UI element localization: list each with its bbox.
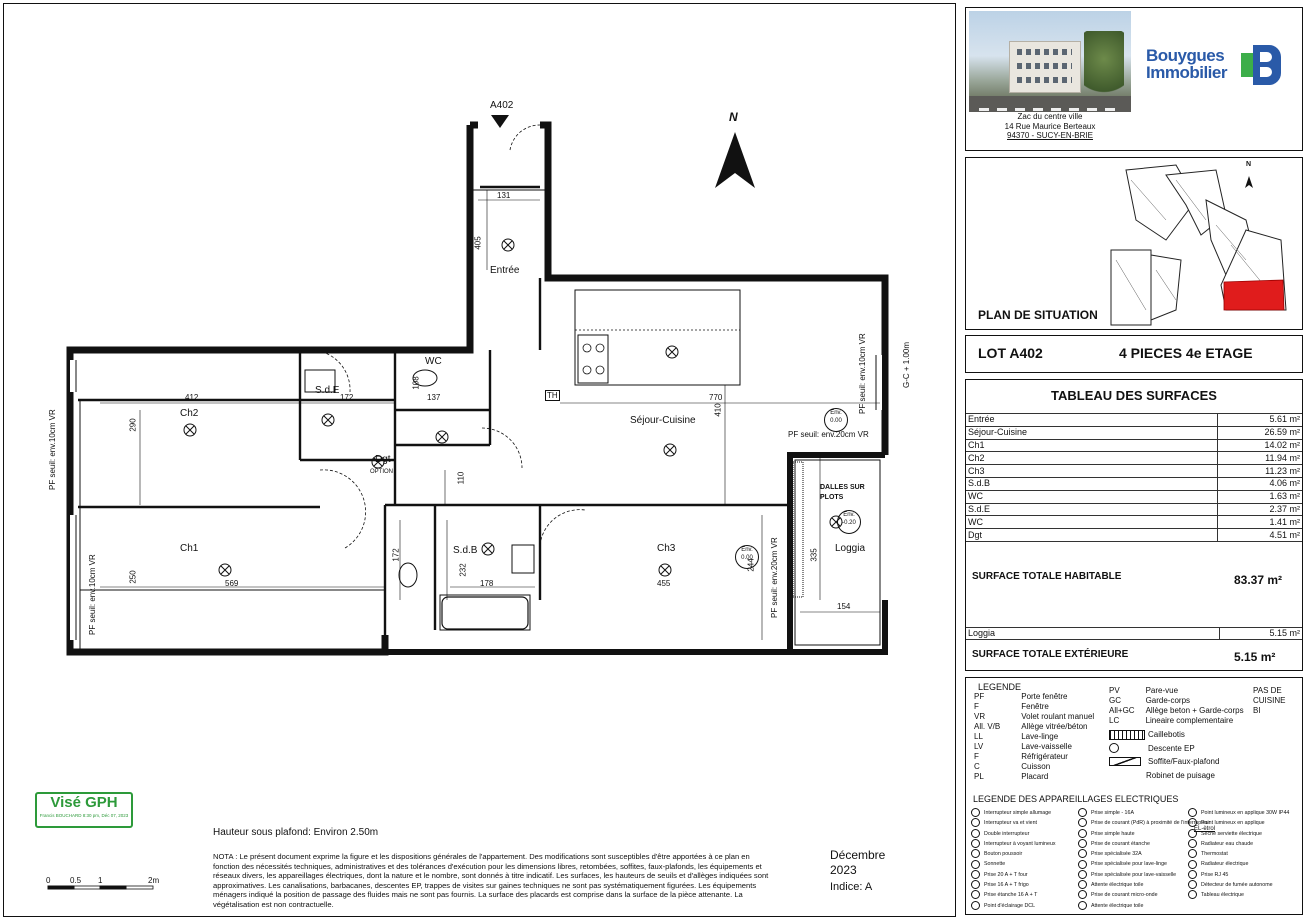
elec-legend-label: Prise RJ 45 — [1201, 871, 1229, 878]
legend-meaning: Porte fenêtre — [1021, 692, 1068, 701]
legend-meaning: Cuisson — [1021, 762, 1051, 771]
dim-172: 172 — [340, 393, 354, 402]
elec-legend-item — [1188, 839, 1302, 849]
dim-335: 335 — [809, 548, 819, 562]
legend-meaning: Pare-vue — [1145, 686, 1179, 695]
ceiling-height: Hauteur sous plafond: Environ 2.50m — [213, 827, 379, 838]
legend-row — [971, 742, 1097, 752]
legend-col3-line: BI — [1253, 706, 1261, 715]
table-row — [966, 452, 1302, 465]
elec-symbol-icon — [1078, 839, 1087, 848]
legend-symbol-label: Soffite/Faux-plafond — [1148, 757, 1220, 766]
elec-symbol-icon — [971, 860, 980, 869]
surface-name: Ch3 — [966, 465, 1218, 478]
scale-0: 0 — [46, 876, 51, 885]
dalles-note: DALLES SUR PLOTS — [820, 484, 865, 501]
dim-290: 290 — [128, 418, 138, 432]
elec-symbol-icon — [971, 808, 980, 817]
elec-legend-item — [971, 818, 1079, 828]
legend-col3-line: PAS DE — [1253, 686, 1282, 695]
dim-405: 405 — [473, 236, 483, 250]
surfaces-box — [965, 379, 1303, 671]
index-label: Indice: A — [830, 881, 873, 893]
loggia-value: 5.15 m² — [1219, 627, 1300, 639]
legend-row — [1106, 716, 1247, 726]
elec-symbol-icon — [1078, 860, 1087, 869]
elec-legend-item — [1078, 901, 1186, 911]
elec-symbol-icon — [1188, 870, 1197, 879]
total-hab-label: SURFACE TOTALE HABITABLE — [972, 571, 1122, 582]
elec-legend-label: Sonnette — [984, 861, 1006, 868]
surfaces-title: TABLEAU DES SURFACES — [1051, 388, 1217, 403]
elec-legend-item — [971, 870, 1079, 880]
stamp-title: Visé GPH — [50, 794, 118, 811]
legend-symbol-label: Descente EP — [1148, 743, 1195, 753]
legend-row — [1106, 686, 1247, 696]
dim-232: 232 — [458, 563, 468, 577]
lot-number: LOT A402 — [978, 345, 1043, 361]
dim-154: 154 — [837, 602, 851, 611]
elec-symbol-icon — [1188, 849, 1197, 858]
th-note: TH — [547, 391, 558, 400]
legend-abbr: C — [974, 762, 980, 771]
table-row — [966, 503, 1302, 516]
dim-137: 137 — [427, 393, 441, 402]
elec-legend-label: Sèche serviette électrique — [1201, 830, 1262, 837]
scale-1: 1 — [98, 876, 103, 885]
legend-meaning: Fenêtre — [1021, 702, 1049, 711]
elec-legend-label: Bouton poussoir — [984, 851, 1023, 858]
surface-value: 11.23 m² — [1218, 465, 1303, 478]
elec-legend-item — [1188, 808, 1302, 818]
elec-symbol-icon — [1188, 839, 1197, 848]
legend-abbr: All+GC — [1109, 706, 1135, 715]
el-label: EL-ètrol — [1194, 826, 1216, 832]
elec-legend-item — [1078, 849, 1186, 859]
lot-highlight — [1224, 280, 1284, 310]
elec-legend-item — [1188, 870, 1302, 880]
env-000-badge-2: Env. 0.00 — [735, 545, 759, 569]
surfaces-table — [966, 414, 1302, 542]
legend-row — [971, 702, 1097, 712]
elec-col3 — [1188, 808, 1302, 901]
table-row — [966, 426, 1302, 439]
elec-legend-item — [1078, 890, 1186, 900]
elec-legend-label: Prise de courant étanche — [1091, 840, 1150, 847]
legend-meaning: Garde-corps — [1145, 696, 1191, 705]
elec-legend-item — [971, 890, 1079, 900]
elec-legend-label: Prise simple - 16A — [1091, 810, 1134, 816]
room-ch2: Ch2 — [180, 408, 199, 419]
elec-legend-label: Point d'éclairage DCL — [984, 902, 1036, 909]
elec-symbol-icon — [971, 901, 980, 910]
situation-north-icon — [1245, 176, 1253, 188]
bouygues-logo-icon — [1241, 43, 1285, 87]
table-row — [966, 529, 1302, 542]
elec-symbol-icon — [971, 890, 980, 899]
header-box — [965, 7, 1303, 151]
elec-legend-label: Radiateur électrique — [1201, 861, 1249, 868]
situation-title: PLAN DE SITUATION — [978, 308, 1098, 322]
elec-legend-label: Double interrupteur — [984, 830, 1030, 837]
dim-110: 110 — [456, 471, 466, 485]
stamp-sub: Francis BOUCHARD 8:30 pm, Déc 07, 2023 — [39, 813, 129, 818]
elec-symbol-icon — [971, 870, 980, 879]
legend-meaning: Lave-linge — [1021, 732, 1059, 741]
elec-symbol-icon — [1078, 849, 1087, 858]
legend-row — [971, 752, 1097, 762]
surface-value: 11.94 m² — [1218, 452, 1303, 465]
legend-col2 — [1106, 686, 1247, 726]
legend-row — [971, 772, 1097, 782]
dim-244: 244 — [746, 558, 756, 572]
elec-title: LEGENDE DES APPAREILLAGES ELECTRIQUES — [973, 794, 1179, 804]
elec-legend-label: Tableau électrique — [1201, 892, 1244, 899]
elec-legend-label: Prise spécialisée pour lave-linge — [1091, 861, 1167, 868]
bathtub — [442, 597, 528, 629]
dim-108: 108 — [411, 376, 421, 390]
legend-row — [1106, 696, 1247, 706]
elec-symbol-icon — [971, 849, 980, 858]
table-row — [966, 465, 1302, 478]
elec-legend-item — [1078, 839, 1186, 849]
legend-abbr: PL — [974, 772, 984, 781]
elec-symbol-icon — [971, 829, 980, 838]
address-block — [969, 112, 1131, 141]
elec-legend-item — [1188, 849, 1302, 859]
elec-symbol-icon — [1188, 860, 1197, 869]
legend-symbol-label: Robinet de puisage — [1146, 770, 1215, 780]
address-line-1: Zac du centre ville — [1017, 112, 1083, 121]
descente-ep-icon — [1109, 743, 1119, 753]
dim-172b: 172 — [391, 548, 401, 562]
dim-770: 770 — [709, 393, 723, 402]
caillebotis-icon — [1109, 730, 1145, 740]
elec-legend-item — [1188, 890, 1302, 900]
elec-legend-label: Radiateur eau chaude — [1201, 840, 1254, 847]
lot-box — [965, 335, 1303, 373]
elec-symbol-icon — [1078, 880, 1087, 889]
elec-symbol-icon — [1078, 818, 1087, 827]
scale-05: 0.5 — [70, 876, 82, 885]
elec-legend-label: Prise de courant micro-onde — [1091, 892, 1158, 899]
room-sdb: S.d.B — [453, 545, 478, 556]
table-row — [966, 477, 1302, 490]
legend-col3-line: CUISINE — [1253, 696, 1286, 705]
legend-symbol-row — [1109, 728, 1219, 742]
surface-name: WC — [966, 516, 1218, 529]
surface-value: 4.51 m² — [1218, 529, 1303, 542]
dim-250: 250 — [128, 570, 138, 584]
elec-legend-label: Détecteur de fumée autonome — [1201, 882, 1273, 889]
table-row — [966, 439, 1302, 452]
room-sde: S.d.E — [315, 385, 340, 396]
legend-symbol-label: Caillebotis — [1148, 730, 1185, 739]
sill-note-sejour-v: PF seuil: env.10cm VR — [858, 333, 867, 414]
elec-symbol-icon — [971, 818, 980, 827]
elec-legend-item — [1078, 808, 1186, 818]
elec-legend-item — [971, 849, 1079, 859]
situation-box — [965, 157, 1303, 330]
dim-412: 412 — [185, 393, 199, 402]
surface-value: 5.61 m² — [1218, 414, 1303, 426]
total-ext-value: 5.15 m² — [1234, 650, 1276, 664]
elec-legend-item — [971, 808, 1079, 818]
elec-symbol-icon — [971, 880, 980, 889]
dim-569: 569 — [225, 579, 239, 588]
elec-symbol-icon — [1078, 870, 1087, 879]
elec-legend-item — [1078, 829, 1186, 839]
legend-symbol-row — [1109, 755, 1219, 769]
legend-abbr: PV — [1109, 686, 1120, 695]
legend-meaning: Lave-vaisselle — [1021, 742, 1072, 751]
legend-abbr: GC — [1109, 696, 1121, 705]
elec-legend-label: Interrupteur à voyant lumineux — [984, 840, 1056, 847]
legend-row — [971, 692, 1097, 702]
legend-abbr: F — [974, 702, 979, 711]
elec-col1 — [971, 808, 1079, 911]
total-ext-label: SURFACE TOTALE EXTÉRIEURE — [972, 649, 1129, 660]
legend-box — [965, 677, 1303, 915]
unit-pointer-icon — [491, 115, 509, 128]
surfaces-table-wrap — [966, 413, 1302, 542]
kitchen-counter — [575, 290, 740, 385]
elec-symbol-icon — [1188, 890, 1197, 899]
elec-legend-label: Prise spécialisée 32A — [1091, 851, 1142, 858]
surface-value: 2.37 m² — [1218, 503, 1303, 516]
legend-abbr: LV — [974, 742, 984, 751]
elec-legend-item — [1078, 880, 1186, 890]
elec-legend-label: Point lumineux en applique — [1201, 820, 1265, 827]
dim-178: 178 — [480, 579, 494, 588]
surface-name: Ch2 — [966, 452, 1218, 465]
loggia-name: Loggia — [968, 628, 996, 638]
approval-stamp — [35, 792, 133, 828]
elec-symbol-icon — [1078, 901, 1087, 910]
option-note: OPTION — [370, 469, 394, 475]
sill-note-ch1: PF seuil: env.10cm VR — [88, 554, 97, 635]
surface-name: S.d.E — [966, 503, 1218, 516]
surface-name: Entrée — [966, 414, 1218, 426]
surface-name: WC — [966, 490, 1218, 503]
legend-abbr: LC — [1109, 716, 1120, 725]
legend-meaning: Placard — [1021, 772, 1049, 781]
elec-legend-label: Interrupteur va et vient — [984, 820, 1037, 827]
sill-note-ch3: PF seuil: env.20cm VR — [770, 537, 779, 618]
legend-meaning: Volet roulant manuel — [1021, 712, 1095, 721]
brand-line-2: Immobilier — [1146, 63, 1227, 82]
elec-legend-item — [1188, 859, 1302, 869]
room-ch3: Ch3 — [657, 543, 676, 554]
surface-name: Séjour-Cuisine — [966, 426, 1218, 439]
brand-line-1: Bouygues — [1146, 46, 1225, 65]
room-entree: Entrée — [490, 265, 520, 276]
legend-col1 — [971, 692, 1097, 782]
legend-symbols — [1109, 728, 1219, 782]
exterior-wall — [70, 125, 885, 652]
dim-410: 410 — [713, 403, 723, 417]
elec-legend-label: Point lumineux en applique 30W IP44 — [1201, 810, 1290, 816]
surface-value: 1.63 m² — [1218, 490, 1303, 503]
situation-map — [1106, 160, 1302, 330]
elec-legend-label: Prise spécialisée pour lave-vaisselle — [1091, 871, 1177, 878]
address-line-2: 14 Rue Maurice Berteaux — [1004, 121, 1096, 131]
elec-legend-label: Prise 20 A + T four — [984, 871, 1028, 878]
elec-legend-label: Interrupteur simple allumage — [984, 810, 1052, 816]
elec-symbol-icon — [971, 839, 980, 848]
legend-abbr: PF — [974, 692, 985, 701]
elec-legend-label: Prise simple haute — [1091, 830, 1135, 837]
legend-row — [1106, 706, 1247, 716]
surface-value: 1.41 m² — [1218, 516, 1303, 529]
cooktop — [578, 335, 608, 383]
light-fixtures — [184, 239, 842, 576]
room-wc: WC — [425, 356, 442, 367]
scale-bar — [48, 886, 153, 889]
north-arrow-icon — [715, 132, 755, 188]
legend-col3 — [1253, 686, 1285, 716]
legend-abbr: LL — [974, 732, 983, 741]
elec-legend-label: Prise 16 A + T frigo — [984, 882, 1029, 889]
nota-paragraph: NOTA : Le présent document exprime la figure et les dispositions générales de l'appartement. Des modifications sont susceptibles d'être apportées à ce plan en fonction des nécessités techniques, administratives et des tolérances d'exécution pour les dimensions libres, retombées, soffites, faux-plafonds, les équipements et réseaux divers, les appareillages électriques, dont la nature et le nombre, sont donnés à titre indicatif. Les surfaces, les hauteurs de seuils et d'allèges indiquées sont approximatives. Les canalisations, barbacanes, descentes EP, trappes de visites sur gaines techniques ne sont pas systématiquement figurées. Les équipements ménagers indiqué la position de passage des fluides mais ne sont pas fournis. La surface des placards est comprise dans la surface de la pièce attenante. La végétalisation est non contractuelle. — [213, 852, 769, 909]
legend-symbol-row — [1109, 742, 1219, 756]
sill-note-sejour-h: PF seuil: env.20cm VR — [788, 430, 869, 439]
surface-name: S.d.B — [966, 477, 1218, 490]
surface-value: 14.02 m² — [1218, 439, 1303, 452]
address-line-3: 94370 - SUCY-EN-BRIE — [1007, 131, 1093, 140]
elec-legend-label: Prise étanche 16 A + T — [984, 892, 1038, 899]
elec-legend-label: Prise de courant (PdR) à proximité de l'interrupteur — [1091, 820, 1211, 827]
dim-455: 455 — [657, 579, 671, 588]
elec-legend-item — [971, 829, 1079, 839]
legend-meaning: Allège vitrée/béton — [1021, 722, 1088, 731]
legend-meaning: Allège beton + Garde-corps — [1145, 706, 1244, 715]
elec-symbol-icon — [1078, 829, 1087, 838]
table-row — [966, 490, 1302, 503]
surface-name: Ch1 — [966, 439, 1218, 452]
brand-logo — [1146, 43, 1296, 93]
legend-meaning: Réfrigérateur — [1021, 752, 1068, 761]
elec-symbol-icon — [1188, 880, 1197, 889]
dim-131: 131 — [497, 191, 511, 200]
soffite-icon — [1109, 757, 1141, 766]
elec-legend-item — [971, 901, 1079, 911]
legend-row — [971, 732, 1097, 742]
building-photo — [969, 11, 1131, 123]
elec-legend-item — [971, 859, 1079, 869]
legend-abbr: F — [974, 752, 979, 761]
lot-type: 4 PIECES 4e ETAGE — [1119, 345, 1253, 361]
elec-legend-item — [1078, 859, 1186, 869]
elec-legend-item — [1078, 818, 1211, 828]
surface-value: 26.59 m² — [1218, 426, 1303, 439]
situation-north: N — [1246, 161, 1252, 168]
table-row — [966, 516, 1302, 529]
elec-legend-item — [971, 839, 1079, 849]
elec-legend-label: Attente électrique toile — [1091, 902, 1144, 909]
elec-legend-item — [971, 880, 1079, 890]
legend-row — [971, 722, 1097, 732]
wc-bowl-2 — [399, 563, 417, 587]
elec-symbol-icon — [1188, 808, 1197, 817]
elec-legend-item — [1078, 870, 1186, 880]
legend-title: LEGENDE — [978, 682, 1022, 692]
env-020-badge: Env. -0.20 — [837, 510, 861, 534]
room-dgt: Dgt — [375, 454, 391, 465]
legend-meaning: Lineaire complementaire — [1145, 716, 1234, 725]
elec-legend-item — [1188, 880, 1302, 890]
surface-name: Dgt — [966, 529, 1218, 542]
elec-legend-label: Thermostat — [1201, 851, 1228, 858]
elec-legend-label: Attente électrique toile — [1091, 882, 1144, 889]
unit-label: A402 — [490, 100, 514, 111]
north-label: N — [729, 110, 738, 124]
legend-row — [971, 762, 1097, 772]
total-hab-value: 83.37 m² — [1234, 573, 1283, 587]
surface-value: 4.06 m² — [1218, 477, 1303, 490]
legend-abbr: All. V/B — [974, 722, 1001, 731]
room-sejour: Séjour-Cuisine — [630, 415, 696, 426]
legend-symbol-row — [1109, 769, 1219, 783]
date-label: Décembre 2023 — [830, 848, 886, 877]
scale-2m: 2m — [148, 876, 160, 885]
env-000-badge: Env. 0.00 — [824, 408, 848, 432]
elec-symbol-icon — [1078, 808, 1087, 817]
legend-abbr: VR — [974, 712, 986, 721]
loggia-row — [966, 627, 1302, 640]
elec-symbol-icon — [1078, 890, 1087, 899]
table-row — [966, 414, 1302, 426]
legend-row — [971, 712, 1097, 722]
sill-note-ch2: PF seuil: env.10cm VR — [48, 409, 57, 490]
room-loggia: Loggia — [835, 543, 866, 554]
gc-note: G-C + 1.00m — [902, 341, 911, 388]
room-ch1: Ch1 — [180, 543, 199, 554]
